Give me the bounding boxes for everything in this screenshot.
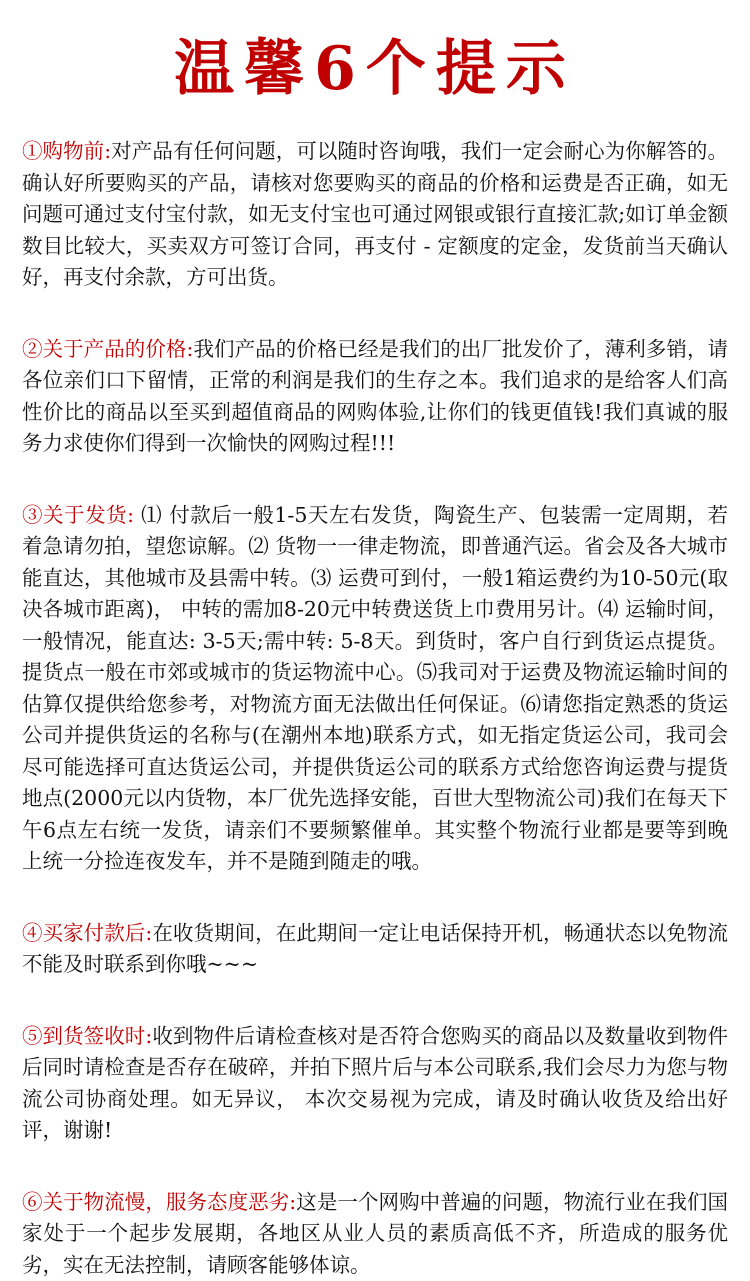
tip-heading: ⑤到货签收时: [22, 1024, 152, 1048]
tip-section-1 [22, 136, 728, 294]
tip-body: 对产品有任何问题，可以随时咨询哦，我们一定会耐心为你解答的。确认好所要购买的产品，请核对您要购买的商品的价格和运费是否正确，如无问题可通过支付宝付款，如无支付宝也可通过网银或银行直接汇款;如订单金额数目比较大，买卖双方可签订合同，再支付 - 定额度的定金，发货前当天确认好，再支付余款，方可出货。 [22, 139, 728, 289]
page-title: 温馨6个提示 [22, 34, 728, 104]
tip-heading: ③关于发货: [22, 503, 134, 527]
tip-heading: ①购物前: [22, 139, 111, 163]
tip-body: 我们产品的价格已经是我们的出厂批发价了，薄利多销，请各位亲们口下留情，正常的利润是我们的生存之本。我们追求的是给客人们高性价比的商品以至买到超值商品的网购体验,让你们的钱更值钱!我们真诚的服务力求使你们得到一次愉快的网购过程!!! [22, 337, 728, 456]
tip-body: 在收货期间，在此期间一定让电话保持开机，畅通状态以免物流不能及时联系到你哦~~~ [22, 921, 728, 977]
tip-section-2 [22, 334, 728, 460]
tip-section-6 [22, 1187, 728, 1281]
tip-section-4 [22, 918, 728, 981]
tip-heading: ②关于产品的价格: [22, 337, 193, 361]
tip-section-5 [22, 1021, 728, 1147]
tip-body: 这是一个网购中普遍的问题，物流行业在我们国家处于一个起步发展期，各地区从业人员的素质高低不齐，所造成的服务优劣，实在无法控制，请顾客能够体谅。 [22, 1190, 728, 1277]
tip-body: ⑴ 付款后一般1-5天左右发货，陶瓷生产、包装需一定周期，若着急请勿拍，望您谅解。⑵ 货物一一律走物流，即普通汽运。省会及各大城市能直达，其他城市及县需中转。⑶ 运费可到付，一般1箱运费约为10-50元(取决各城市距离)， 中转的需加8-20元中转费送货上巾费用另计。⑷ 运输时间，一般情况，能直达: 3-5天;需中转: 5-8天。到货时，客户自行到货运点提货。提货点一般在市郊或城市的货运物流中心。⑸我司对于运费及物流运输时间的估算仅提供给您参考，对物流方面无法做出任何保证。⑹请您指定熟悉的货运公司并提供货运的名称与(在潮州本地)联系方式，如无指定货运公司，我司会尽可能选择可直达货运公司，并提供货运公司的联系方式给您咨询运费与提货地点(2000元以内货物，本厂优先选择安能，百世大型物流公司)我们在每天下午6点左右统一发货，请亲们不要频繁催单。其实整个物流行业都是要等到晚上统一分捡连夜发车，并不是随到随走的哦。 [22, 503, 728, 874]
tip-section-3 [22, 500, 728, 878]
tip-body: 收到物件后请检查核对是否符合您购买的商品以及数量收到物件后同时请检查是否存在破碎，并拍下照片后与本公司联系,我们会尽力为您与物流公司协商处理。如无异议， 本次交易视为完成，请及时确认收货及给出好评，谢谢! [22, 1024, 728, 1143]
tip-heading: ⑥关于物流慢，服务态度恶劣: [22, 1190, 296, 1214]
tip-heading: ④买家付款后: [22, 921, 152, 945]
